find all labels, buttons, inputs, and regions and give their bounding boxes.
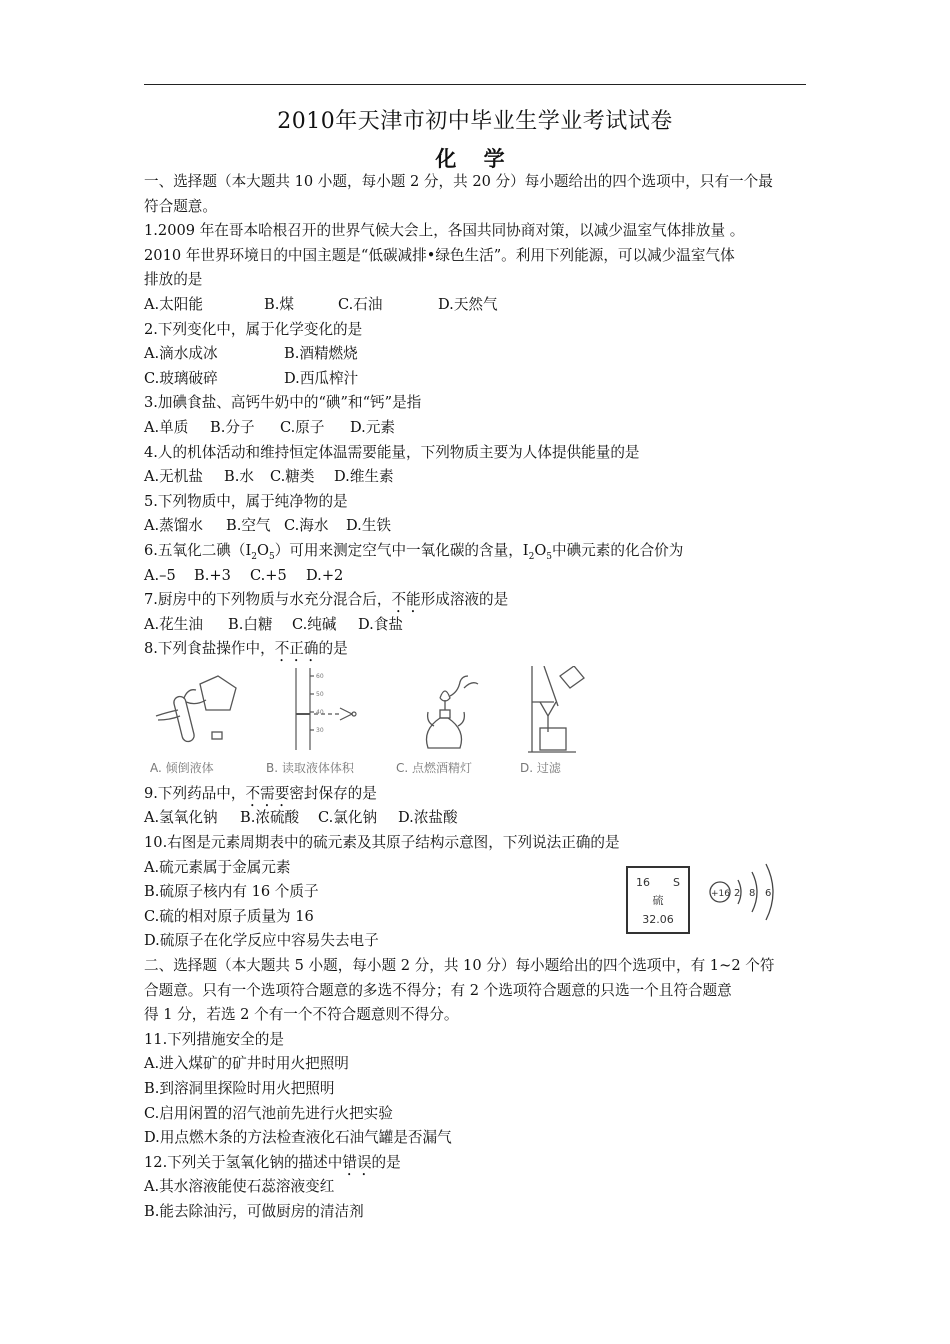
option-b: B.能去除油污，可做厨房的清洁剂	[144, 1202, 364, 1220]
figure-caption-b: B. 读取液体体积	[266, 760, 354, 775]
q6-stem: 6.五氧化二碘$(I_2O_5)$可用来测定空气中一氧化碳的含量，$I_2O_5$中碘元素的化合价为	[144, 541, 684, 562]
scale-label-50: 50	[316, 690, 324, 698]
q7-options	[144, 613, 808, 638]
option-d: D.硫原子在化学反应中容易失去电子	[144, 932, 379, 950]
option-d: D.天然气	[438, 295, 498, 313]
q8-figures	[144, 662, 808, 782]
emphasis-text: 错误	[342, 1153, 372, 1171]
element-name: 硫	[652, 893, 664, 907]
option-d: D.元素	[350, 418, 396, 436]
option-c: C.氯化钠	[318, 809, 378, 827]
option-b: B.浓硫酸	[240, 809, 300, 827]
q9-stem: 9.下列药品中，不需要密封保存的是	[144, 784, 377, 802]
shell-3-electrons: 6	[765, 887, 772, 899]
q10-body	[144, 856, 808, 954]
scale-label-30: 30	[316, 726, 324, 734]
option-c: C.原子	[280, 418, 325, 436]
option-c: C.糖类	[270, 468, 315, 486]
q5-options	[144, 514, 808, 539]
q1-stem: 1.2009 年在哥本哈根召开的世界气候大会上，各国共同协商对策，以减少温室气体排放量 。	[144, 222, 745, 240]
option-d: D.食盐	[358, 615, 404, 633]
q11-stem: 11.下列措施安全的是	[144, 1030, 284, 1048]
q4-stem: 4.人的机体活动和维持恒定体温需要能量，下列物质主要为人体提供能量的是	[144, 443, 640, 461]
option-a: A.无机盐	[144, 468, 203, 486]
section2-instructions-end: 得 1 分，若选 2 个有一个不符合题意则不得分。	[144, 1006, 459, 1024]
option-c: C.玻璃破碎	[144, 369, 218, 387]
option-c: C.石油	[338, 295, 383, 313]
option-d: D.生铁	[346, 517, 392, 535]
option-d: D.浓盐酸	[398, 809, 458, 827]
option-a: A.蒸馏水	[144, 517, 203, 535]
option-a: A.滴水成冰	[144, 345, 218, 363]
option-b: B.空气	[226, 517, 271, 535]
option-b: B.煤	[264, 295, 294, 313]
option-b: B.水	[224, 468, 254, 486]
figure-caption-c: C. 点燃酒精灯	[396, 760, 473, 775]
sulfur-element-card	[626, 866, 690, 934]
emphasis-text: 不需要	[245, 784, 290, 802]
option-a: A.单质	[144, 418, 189, 436]
q5-stem: 5.下列物质中，属于纯净物的是	[144, 492, 348, 510]
q1-stem-end: 排放的是	[144, 271, 203, 289]
option-a: A.硫元素属于金属元素	[144, 858, 291, 876]
figure-pouring-liquid	[148, 666, 248, 756]
option-d: D.西瓜榨汁	[284, 369, 359, 387]
scale-label-60: 60	[316, 672, 324, 680]
option-a: A.太阳能	[144, 295, 203, 313]
option-b: B.+3	[194, 566, 231, 584]
q10-stem: 10.右图是元素周期表中的硫元素及其原子结构示意图，下列说法正确的是	[144, 834, 620, 852]
exam-content	[144, 170, 808, 1225]
nucleus-charge: +16	[711, 888, 730, 899]
option-c: C.启用闲置的沼气池前先进行火把实验	[144, 1104, 393, 1122]
option-a: A.氢氧化钠	[144, 809, 218, 827]
option-d: D.+2	[306, 566, 344, 584]
figure-filtration	[518, 666, 618, 756]
emphasis-text: 不正确	[274, 640, 319, 658]
atomic-mass: 32.06	[642, 912, 674, 926]
q4-options	[144, 465, 808, 490]
q6-options	[144, 564, 808, 589]
q12-stem: 12.下列关于氢氧化钠的描述中错误的是	[144, 1153, 401, 1171]
section2-instructions-cont: 合题意。只有一个选项符合题意的多选不得分；有 2 个选项符合题意的只选一个且符合题意	[144, 981, 732, 999]
option-a: A.花生油	[144, 615, 203, 633]
section1-instructions: 一、选择题（本大题共 10 小题，每小题 2 分，共 20 分）每小题给出的四个选项中，只有一个最	[144, 173, 773, 190]
q2-options-row2	[144, 367, 808, 392]
figure-reading-volume	[274, 666, 374, 756]
q1-stem-cont: 2010 年世界环境日的中国主题是“低碳减排•绿色生活”。利用下列能源，可以减少温室气体	[144, 246, 735, 264]
option-a: A.进入煤矿的矿井时用火把照明	[144, 1055, 349, 1073]
shell-2-electrons: 8	[749, 887, 756, 899]
option-a: A.–5	[144, 566, 176, 584]
element-symbol: S	[673, 875, 680, 889]
figure-alcohol-lamp	[406, 666, 506, 756]
q3-options	[144, 416, 808, 441]
figure-caption-d: D. 过滤	[520, 760, 561, 775]
q8-stem: 8.下列食盐操作中，不正确的是	[144, 640, 348, 658]
atomic-number: 16	[636, 875, 650, 889]
option-c: C.纯碱	[292, 615, 337, 633]
exam-title: 2010年天津市初中毕业生学业考试试卷	[277, 109, 673, 134]
option-b: B.到溶洞里探险时用火把照明	[144, 1080, 335, 1097]
shell-1-electrons: 2	[734, 887, 741, 899]
option-c: C.硫的相对原子质量为 16	[144, 907, 314, 925]
option-b: B.酒精燃烧	[284, 345, 358, 363]
option-b: B.硫原子核内有 16 个质子	[144, 883, 319, 901]
q7-stem: 7.厨房中的下列物质与水充分混合后，不能形成溶液的是	[144, 591, 509, 609]
q1-options	[144, 293, 808, 318]
q2-stem: 2.下列变化中，属于化学变化的是	[144, 320, 363, 338]
emphasis-text: 不能	[391, 591, 421, 609]
option-b: B.分子	[210, 418, 255, 436]
option-c: C.海水	[284, 517, 329, 535]
subject-title: 化 学	[435, 147, 515, 171]
figure-caption-a: A. 倾倒液体	[150, 760, 214, 775]
q3-stem: 3.加碘食盐、高钙牛奶中的“碘”和“钙”是指	[144, 394, 422, 412]
option-a: A.其水溶液能使石蕊溶液变红	[144, 1178, 335, 1196]
sulfur-atom-diagram	[704, 858, 794, 937]
option-d: D.维生素	[334, 468, 394, 486]
option-c: C.+5	[250, 566, 287, 584]
section1-instructions-cont: 符合题意。	[144, 197, 217, 215]
scale-label-40: 40	[316, 708, 324, 716]
q9-options	[144, 806, 808, 831]
header-rule	[144, 84, 806, 85]
option-b: B.白糖	[228, 615, 273, 633]
option-d: D.用点燃木条的方法检查液化石油气罐是否漏气	[144, 1129, 452, 1147]
section2-instructions: 二、选择题（本大题共 5 小题，每小题 2 分，共 10 分）每小题给出的四个选项中，有 1~2 个符	[144, 957, 775, 975]
q2-options-row1	[144, 342, 808, 367]
